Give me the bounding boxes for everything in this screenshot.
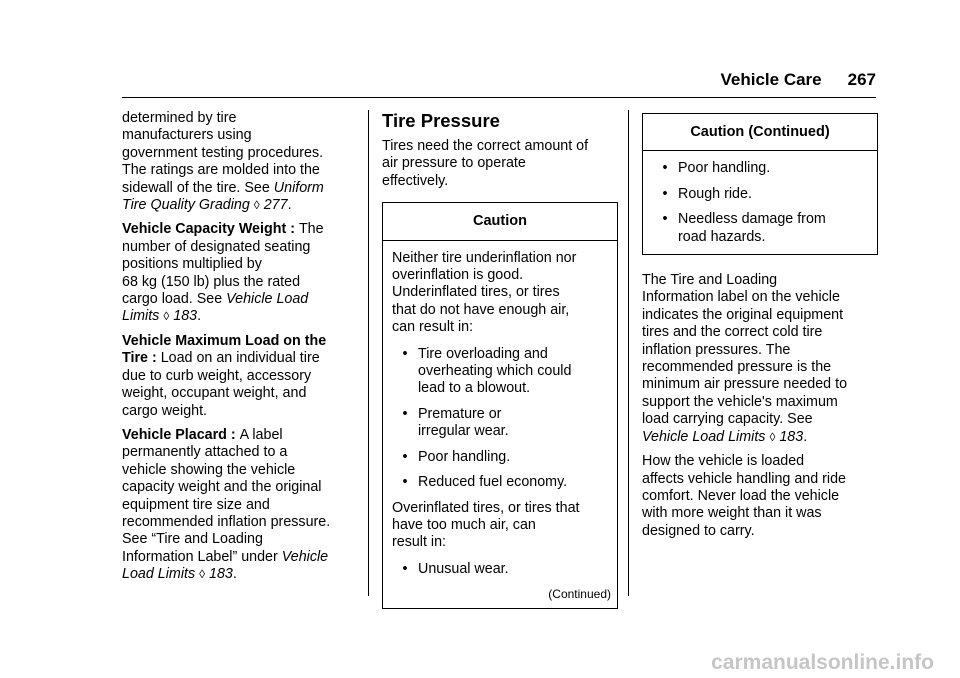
definition [122,427,358,584]
bullet-icon: • [662,160,668,177]
intro-paragraph: Tires need the correct amount of air pressure to operate effectively. [382,138,589,189]
bullet-icon: • [402,405,408,422]
body-text: The Tire and Loading Information label on the vehicle indicates the original equipment tires and the correct cold tire inflation pressures. The recommended pressure is the minimum air pressure needed to support the vehicle's maximum load carrying capacity. See [642,272,848,428]
list-item-text: Needless damage from road hazards. [678,211,826,245]
column-3 [642,110,878,547]
header-rule [122,97,876,98]
bullet-icon: • [662,211,668,228]
column-divider [628,110,629,596]
cross-reference-link[interactable]: Vehicle Load Limits [122,291,309,325]
list-item-text: Poor handling. [678,160,771,177]
reference-arrow-icon: ◊ [163,309,170,324]
bullet-icon: • [402,448,408,465]
column-1 [122,110,358,591]
page-reference[interactable]: 277 [263,197,288,214]
definition-text: The number of designated seating positions multiplied by 68 kg (150 lb) plus the rated cargo load. See [122,221,324,308]
paragraph: How the vehicle is loaded affects vehicle handling and ride comfort. Never load the vehicle with more weight than it was designed to carry. [642,453,847,539]
list-item-text: Poor handling. [418,448,511,465]
definition-text: A label permanently attached to a vehicle showing the vehicle capacity weight and the original equipment tire size and recommended inflation pressure. See “Tire and Loading Information Label” under [122,426,331,565]
page-reference[interactable]: 183 [779,428,804,445]
section-heading: Tire Pressure [382,110,500,131]
punctuation: . [232,566,237,583]
caution-body [643,151,877,254]
definition-text: Load on an individual tire due to curb weight, accessory weight, occupant weight, and cargo weight. [122,350,320,419]
section-title: Vehicle Care [720,70,822,89]
column-2 [382,110,618,609]
list-item-text: Premature or irregular wear. [418,405,509,440]
page-reference[interactable]: 183 [209,566,233,583]
bullet-icon: • [662,185,668,202]
punctuation: . [287,197,292,214]
caution-box [642,113,878,255]
definition [122,221,358,325]
bullet-icon: • [402,474,408,491]
bullet-icon: • [402,345,408,362]
reference-arrow-icon: ◊ [253,198,260,213]
caution-title: Caution (Continued) [643,114,877,151]
list-item-text: Tire overloading and overheating which could lead to a blowout. [418,345,572,397]
cross-reference-link[interactable]: Uniform Tire Quality Grading [122,179,324,214]
list-item [392,449,608,466]
caution-box [382,202,618,608]
bullet-list [392,561,608,578]
cross-reference-link[interactable]: Vehicle Load Limits [122,548,329,583]
bullet-list [392,346,608,492]
caution-lead: Neither tire underinflation nor overinflation is good. Underinflated tires, or tires that do not have enough air, can result in: [392,249,577,336]
definition [122,333,358,420]
page-header [721,70,877,90]
continued-label: (Continued) [548,587,611,602]
term-separator: : [286,221,299,238]
punctuation: . [197,308,202,325]
punctuation: . [803,428,808,445]
page-reference[interactable]: 183 [173,308,198,325]
definition-term: Vehicle Placard [122,426,227,443]
term-separator: : [226,426,240,443]
term-separator: : [147,350,161,367]
reference-arrow-icon: ◊ [769,429,776,444]
caution-body [383,241,617,587]
list-item [392,561,608,578]
caution-title: Caution [383,203,617,240]
list-item-text: Reduced fuel economy. [418,474,568,491]
list-item [392,474,608,491]
list-item [652,186,868,203]
list-item [392,346,608,398]
cross-reference-link[interactable]: Vehicle Load Limits [642,428,766,445]
column-divider [368,110,369,596]
body-text: determined by tire manufacturers using government testing procedures. The ratings are molded into the sidewall of the tire. See [122,110,324,196]
bullet-icon: • [402,560,408,577]
watermark: carmanualsonline.info [711,651,934,674]
paragraph [642,272,878,446]
page-number: 267 [847,70,876,89]
caution-middle: Overinflated tires, or tires that have too much air, can result in: [392,499,580,551]
definition-term: Vehicle Capacity Weight [122,221,287,238]
list-item-text: Rough ride. [678,185,752,202]
list-item [652,160,868,177]
list-item [392,406,608,441]
list-item-text: Unusual wear. [418,560,509,577]
reference-arrow-icon: ◊ [199,567,206,582]
definition-term: Vehicle Maximum Load on the Tire [122,332,327,367]
paragraph [122,110,358,214]
list-item [652,211,868,246]
